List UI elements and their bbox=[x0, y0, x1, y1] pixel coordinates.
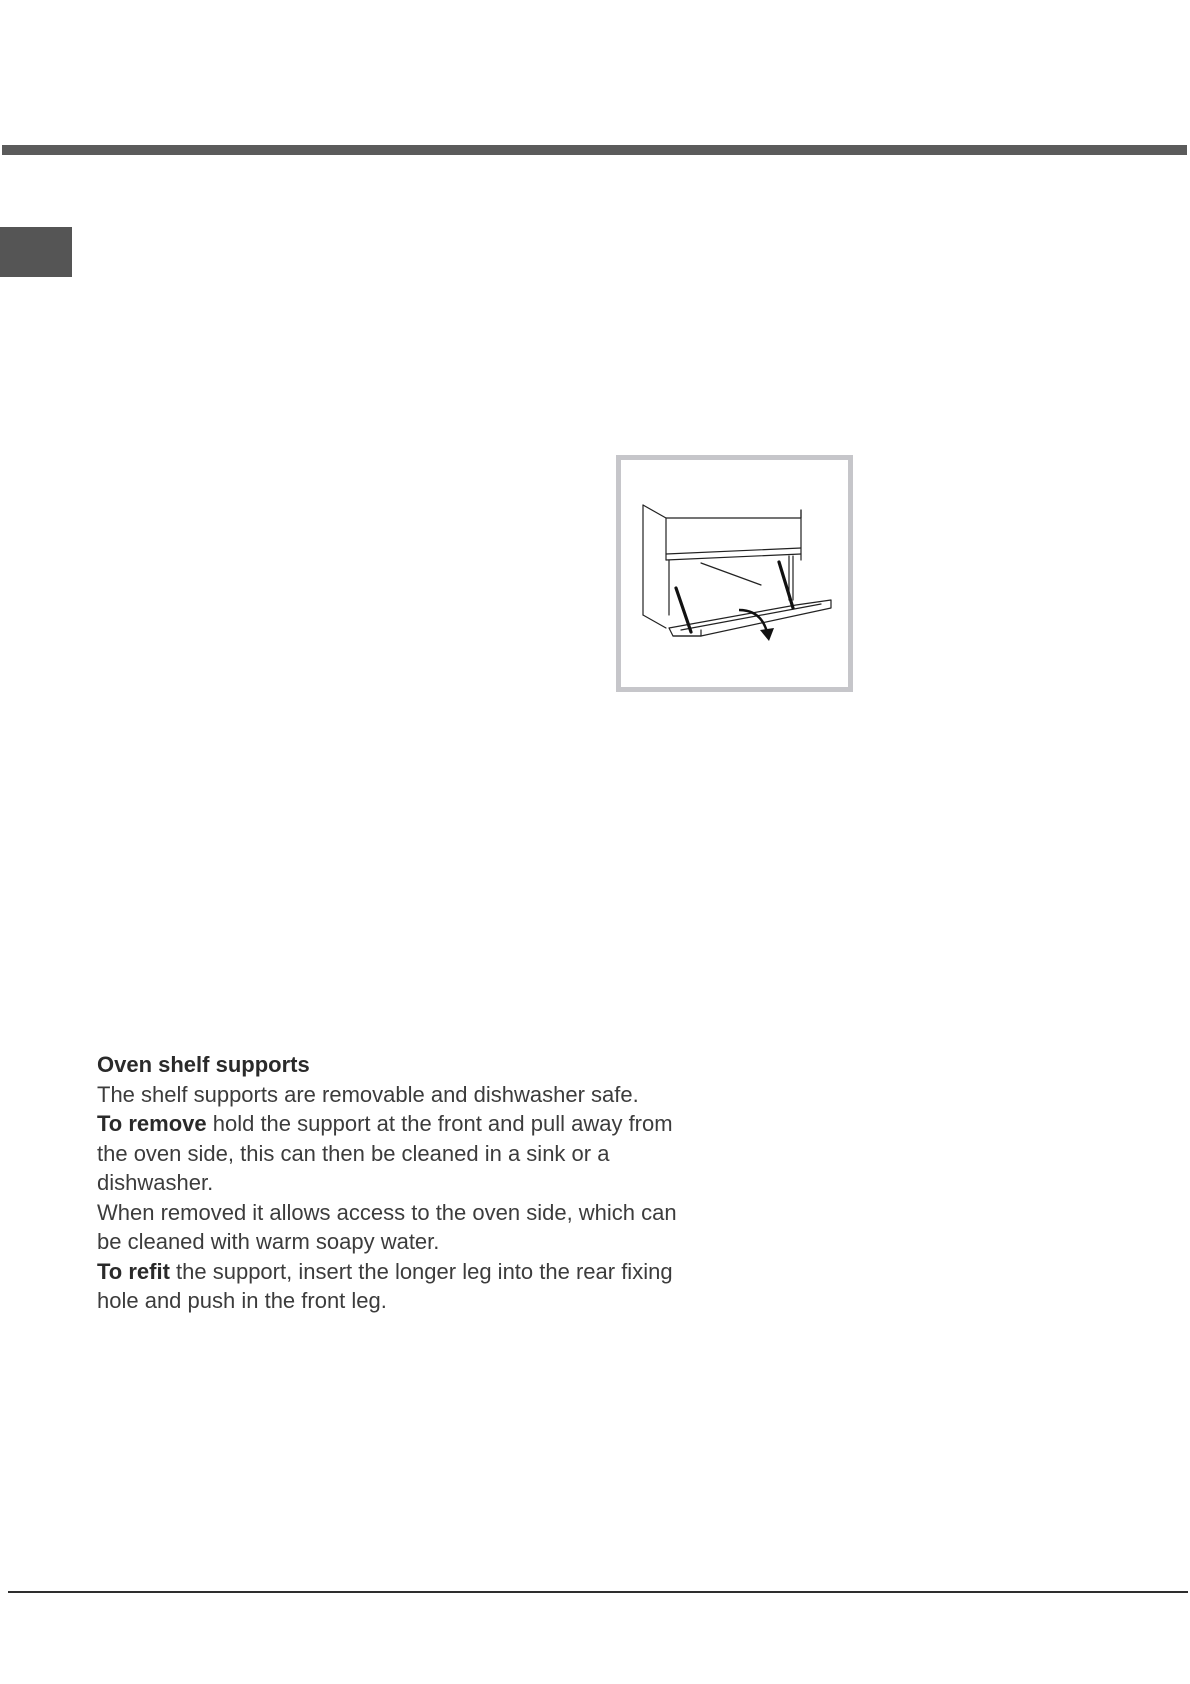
header-rule bbox=[2, 145, 1187, 155]
oven-shelf-supports-section bbox=[97, 1050, 697, 1316]
intro-paragraph: The shelf supports are removable and dishwasher safe. bbox=[97, 1081, 639, 1107]
shelf-support-removal-icon bbox=[621, 460, 848, 687]
access-paragraph: When removed it allows access to the oven side, which can be cleaned with warm soapy water. bbox=[97, 1199, 677, 1254]
language-tab-marker bbox=[0, 227, 72, 277]
remove-paragraph bbox=[97, 1109, 697, 1198]
section-heading: Oven shelf supports bbox=[97, 1052, 310, 1077]
footer-rule bbox=[8, 1591, 1188, 1593]
remove-lead: To remove bbox=[97, 1111, 207, 1136]
refit-paragraph bbox=[97, 1257, 697, 1316]
shelf-support-illustration bbox=[616, 455, 853, 692]
remove-text: hold the support at the front and pull away from the oven side, this can then be cleaned in a sink or a dishwasher. bbox=[97, 1111, 673, 1195]
refit-lead: To refit bbox=[97, 1258, 170, 1284]
refit-text: the support, insert the longer leg into the rear fixing hole and push in the front leg. bbox=[97, 1258, 673, 1313]
